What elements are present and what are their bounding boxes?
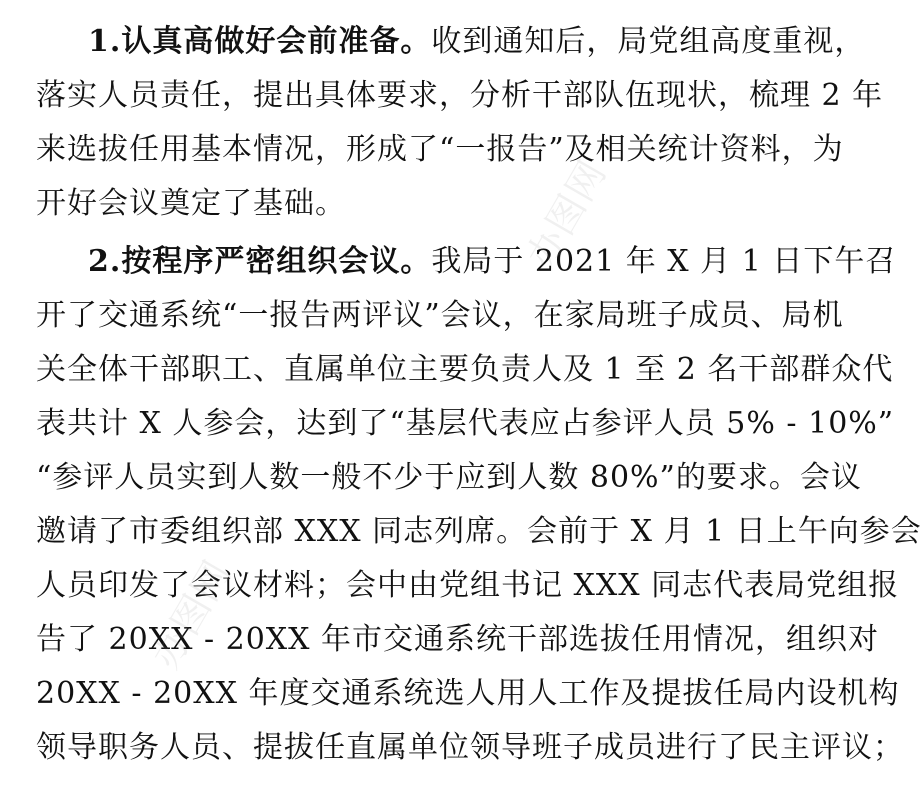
paragraph-2-line-4: 表共计 X 人参会，达到了“基层代表应占参评人员 5% - 10%” (36, 406, 895, 441)
watermark: 办图网 (518, 152, 615, 276)
paragraph-1-line-4: 开好会议奠定了基础。 (36, 186, 346, 221)
paragraph-2-text: 我局于 2021 年 X 月 1 日下午召 (431, 244, 897, 279)
paragraph-2-line-9: 20XX - 20XX 年度交通系统选人用人工作及提拔任局内设机构 (36, 676, 900, 711)
paragraph-1-line-2: 落实人员责任，提出具体要求，分析干部队伍现状，梳理 2 年 (36, 78, 884, 113)
watermark: 办图网 (143, 552, 240, 676)
paragraph-2-line-5: “参评人员实到人数一般不少于应到人数 80%”的要求。会议 (36, 460, 862, 495)
paragraph-2-line-2: 开了交通系统“一报告两评议”会议，在家局班子成员、局机 (36, 298, 844, 333)
paragraph-1-heading: 1.认真高做好会前准备。 (88, 24, 432, 59)
paragraph-1-line-1 (88, 20, 866, 64)
paragraph-2-line-1 (88, 240, 897, 284)
paragraph-2-line-3: 关全体干部职工、直属单位主要负责人及 1 至 2 名干部群众代 (36, 352, 894, 387)
paragraph-2-line-6: 邀请了市委组织部 XXX 同志列席。会前于 X 月 1 日上午向参会 (36, 514, 922, 549)
paragraph-2-line-7: 人员印发了会议材料；会中由党组书记 XXX 同志代表局党组报 (36, 568, 900, 603)
paragraph-2-heading: 2.按程序严密组织会议。 (88, 244, 432, 279)
paragraph-2-line-8: 告了 20XX - 20XX 年市交通系统干部选拔任用情况，组织对 (36, 622, 880, 657)
paragraph-1-line-3: 来选拔任用基本情况，形成了“一报告”及相关统计资料，为 (36, 132, 844, 167)
paragraph-1-text: 收到通知后，局党组高度重视， (431, 24, 866, 59)
paragraph-2-line-10: 领导职务人员、提拔任直属单位领导班子成员进行了民主评议； (36, 730, 904, 765)
